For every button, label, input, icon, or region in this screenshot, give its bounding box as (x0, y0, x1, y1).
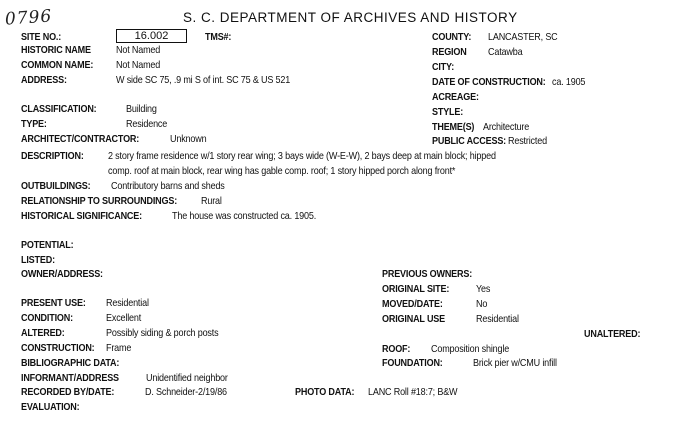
style-label: STYLE: (432, 106, 464, 118)
theme-label: THEME(S) (432, 121, 475, 133)
historic-name-label: HISTORIC NAME (21, 44, 91, 56)
unaltered-label: UNALTERED: (584, 328, 641, 340)
county-value: LANCASTER, SC (488, 31, 558, 43)
public-access-value: Restricted (508, 135, 547, 147)
region-value: Catawba (488, 46, 523, 58)
outbuildings-value: Contributory barns and sheds (111, 180, 225, 192)
common-name-value: Not Named (116, 59, 161, 71)
date-of-construction-label: DATE OF CONSTRUCTION: (432, 76, 546, 88)
handwritten-number: 0796 (4, 6, 53, 30)
original-site-value: Yes (476, 283, 491, 295)
recorded-value: D. Schneider-2/19/86 (145, 386, 227, 398)
original-use-label: ORIGINAL USE (382, 313, 445, 325)
evaluation-label: EVALUATION: (21, 401, 80, 413)
outbuildings-label: OUTBUILDINGS: (21, 180, 91, 192)
relationship-label: RELATIONSHIP TO SURROUNDINGS: (21, 195, 178, 207)
informant-label: INFORMANT/ADDRESS (21, 372, 119, 384)
acreage-label: ACREAGE: (432, 91, 479, 103)
condition-value: Excellent (106, 312, 142, 324)
description-line-2: comp. roof at main block, rear wing has gable comp. roof; 1 story hipped porch along front* (108, 165, 456, 177)
classification-label: CLASSIFICATION: (21, 103, 97, 115)
page-title: S. C. DEPARTMENT OF ARCHIVES AND HISTORY (183, 10, 518, 25)
theme-value: Architecture (483, 121, 530, 133)
photo-data-value: LANC Roll #18:7; B&W (368, 386, 458, 398)
address-label: ADDRESS: (21, 74, 67, 86)
city-label: CITY: (432, 61, 455, 73)
roof-value: Composition shingle (431, 343, 510, 355)
date-of-construction-value: ca. 1905 (552, 76, 586, 88)
site-no-box (116, 29, 187, 43)
architect-value: Unknown (170, 133, 207, 145)
significance-value: The house was constructed ca. 1905. (172, 210, 317, 222)
type-value: Residence (126, 118, 168, 130)
moved-date-value: No (476, 298, 488, 310)
moved-date-label: MOVED/DATE: (382, 298, 443, 310)
description-label: DESCRIPTION: (21, 150, 84, 162)
tms-label: TMS#: (205, 31, 232, 43)
previous-owners-label: PREVIOUS OWNERS: (382, 268, 473, 280)
public-access-label: PUBLIC ACCESS: (432, 135, 507, 147)
listed-label: LISTED: (21, 254, 55, 266)
common-name-label: COMMON NAME: (21, 59, 94, 71)
construction-value: Frame (106, 342, 132, 354)
present-use-value: Residential (106, 297, 149, 309)
description-line-1: 2 story frame residence w/1 story rear wing; 3 bays wide (W-E-W), 2 bays deep at main block; hipped (108, 150, 496, 162)
foundation-value: Brick pier w/CMU infill (473, 357, 557, 369)
original-site-label: ORIGINAL SITE: (382, 283, 450, 295)
recorded-label: RECORDED BY/DATE: (21, 386, 115, 398)
original-use-value: Residential (476, 313, 519, 325)
type-label: TYPE: (21, 118, 47, 130)
potential-label: POTENTIAL: (21, 239, 74, 251)
altered-label: ALTERED: (21, 327, 65, 339)
significance-label: HISTORICAL SIGNIFICANCE: (21, 210, 142, 222)
photo-data-label: PHOTO DATA: (295, 386, 355, 398)
region-label: REGION (432, 46, 467, 58)
informant-value: Unidentified neighbor (146, 372, 228, 384)
construction-label: CONSTRUCTION: (21, 342, 95, 354)
altered-value: Possibly siding & porch posts (106, 327, 219, 339)
present-use-label: PRESENT USE: (21, 297, 86, 309)
relationship-value: Rural (201, 195, 222, 207)
foundation-label: FOUNDATION: (382, 357, 443, 369)
county-label: COUNTY: (432, 31, 472, 43)
condition-label: CONDITION: (21, 312, 73, 324)
site-no-label: SITE NO.: (21, 31, 62, 43)
owner-address-label: OWNER/ADDRESS: (21, 268, 103, 280)
roof-label: ROOF: (382, 343, 411, 355)
address-value: W side SC 75, .9 mi S of int. SC 75 & US 521 (116, 74, 291, 86)
architect-label: ARCHITECT/CONTRACTOR: (21, 133, 140, 145)
bibliographic-label: BIBLIOGRAPHIC DATA: (21, 357, 120, 369)
site-no-value: 16.002 (134, 30, 169, 42)
classification-value: Building (126, 103, 157, 115)
historic-name-value: Not Named (116, 44, 161, 56)
